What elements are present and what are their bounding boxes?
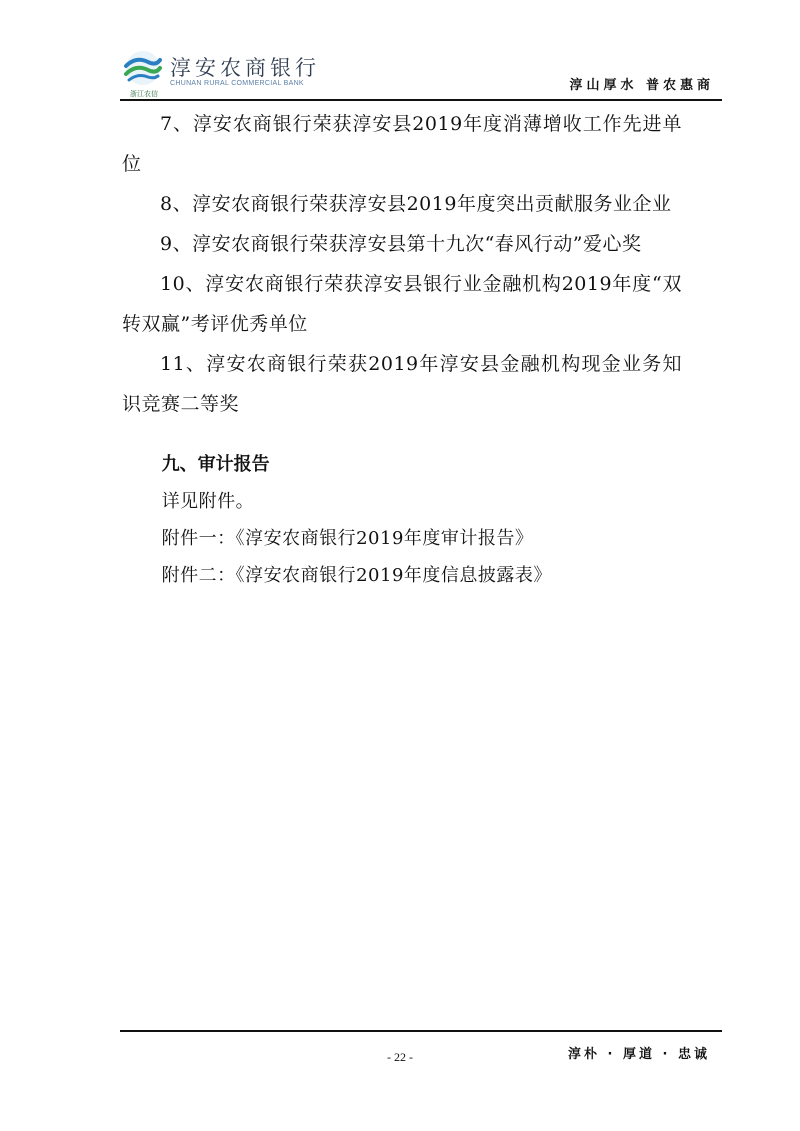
- award-item-8: 8、淳安农商银行荣获淳安县2019年度突出贡献服务业企业: [160, 193, 672, 215]
- bank-name-en: CHUNAN RURAL COMMERCIAL BANK: [170, 80, 304, 87]
- footer-slogan: 淳朴 · 厚道 · 忠诚: [568, 1047, 710, 1062]
- award-item-7: 7、淳安农商银行荣获淳安县2019年度消薄增收工作先进单位: [122, 113, 682, 175]
- audit-note: 详见附件。: [161, 491, 255, 512]
- award-item-10: 10、淳安农商银行荣获淳安县银行业金融机构2019年度“双转双赢”考评优秀单位: [122, 273, 682, 335]
- award-item-11: 11、淳安农商银行荣获2019年淳安县金融机构现金业务知识竞赛二等奖: [122, 353, 682, 415]
- bank-logo-mark-icon: [120, 48, 166, 94]
- award-item-9: 9、淳安农商银行荣获淳安县第十九次“春风行动”爱心奖: [160, 233, 642, 255]
- bank-name: 淳安农商银行: [170, 56, 320, 80]
- attachment-1: 附件一：《淳安农商银行2019年度审计报告》: [161, 528, 534, 549]
- section-heading-audit: 九、审计报告: [161, 454, 270, 475]
- bank-logo-icon: [120, 48, 166, 94]
- logo-caption: 浙江农信: [130, 90, 158, 98]
- attachment-2: 附件二：《淳安农商银行2019年度信息披露表》: [161, 565, 552, 586]
- footer-divider: [120, 1030, 722, 1032]
- page-body: [122, 104, 682, 594]
- header-divider: [120, 99, 722, 101]
- page-number: - 22 -: [387, 1050, 413, 1064]
- header-slogan: 淳山厚水 普农惠商: [569, 78, 714, 93]
